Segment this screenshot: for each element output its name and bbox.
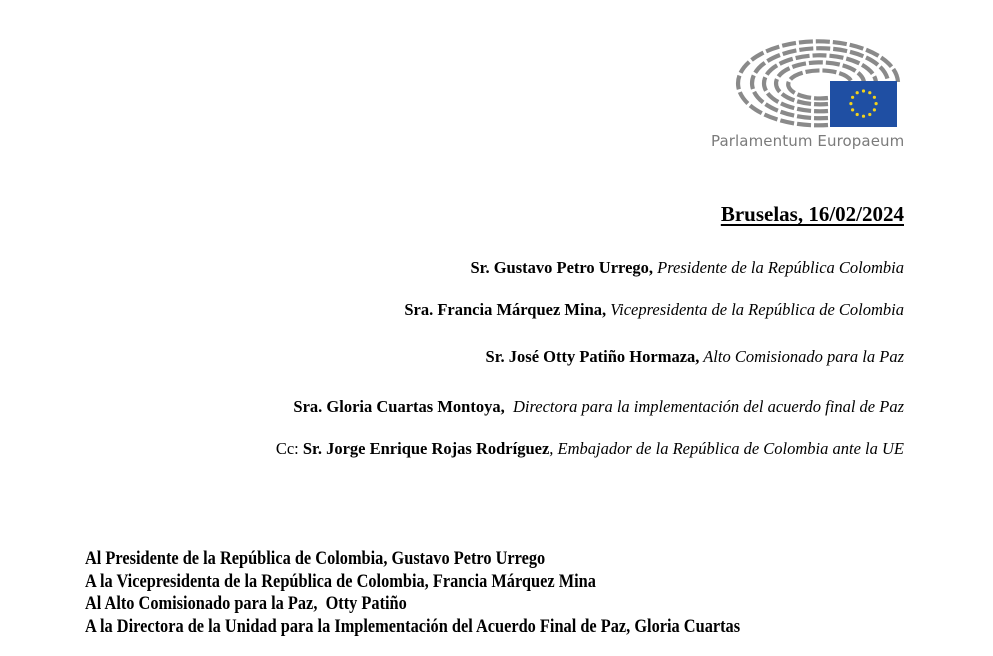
salutation-line: Al Presidente de la República de Colombia, Gustavo Petro Urrego <box>85 548 546 569</box>
cc-recipient-line <box>276 439 904 459</box>
recipient-name: Sr. Jorge Enrique Rojas Rodríguez <box>302 439 550 458</box>
place-date: Bruselas, 16/02/2024 <box>720 202 904 226</box>
recipient-role: Presidente de la República Colombia <box>653 258 904 277</box>
recipient-role: Vicepresidenta de la República de Colombia <box>606 300 904 319</box>
european-parliament-logo <box>700 36 910 156</box>
recipient-name: Sr. Gustavo Petro Urrego, <box>470 258 654 277</box>
recipient-name: Sra. Francia Márquez Mina, <box>404 300 607 319</box>
recipient-line <box>470 258 904 278</box>
salutation-block <box>85 548 740 638</box>
hemicycle-icon <box>700 36 910 136</box>
recipient-name: Sra. Gloria Cuartas Montoya, <box>293 397 505 416</box>
eu-flag-icon <box>830 81 897 127</box>
logo-text: Parlamentum Europaeum <box>711 132 905 150</box>
recipient-line <box>293 397 904 417</box>
salutation-line: Al Alto Comisionado para la Paz, Otty Patiño <box>85 593 407 614</box>
recipient-role: Directora para la implementación del acuerdo final de Paz <box>504 397 904 416</box>
recipient-line <box>404 300 904 320</box>
recipient-role: Alto Comisionado para la Paz <box>699 347 904 366</box>
recipient-name: Sr. José Otty Patiño Hormaza, <box>485 347 700 366</box>
cc-label: Cc: <box>275 439 303 458</box>
recipient-line <box>486 347 904 367</box>
recipient-role: , Embajador de la República de Colombia ante la UE <box>549 439 904 458</box>
salutation-line: A la Directora de la Unidad para la Implementación del Acuerdo Final de Paz, Gloria Cuartas <box>85 615 741 637</box>
salutation-line: A la Vicepresidenta de la República de Colombia, Francia Márquez Mina <box>85 570 596 592</box>
